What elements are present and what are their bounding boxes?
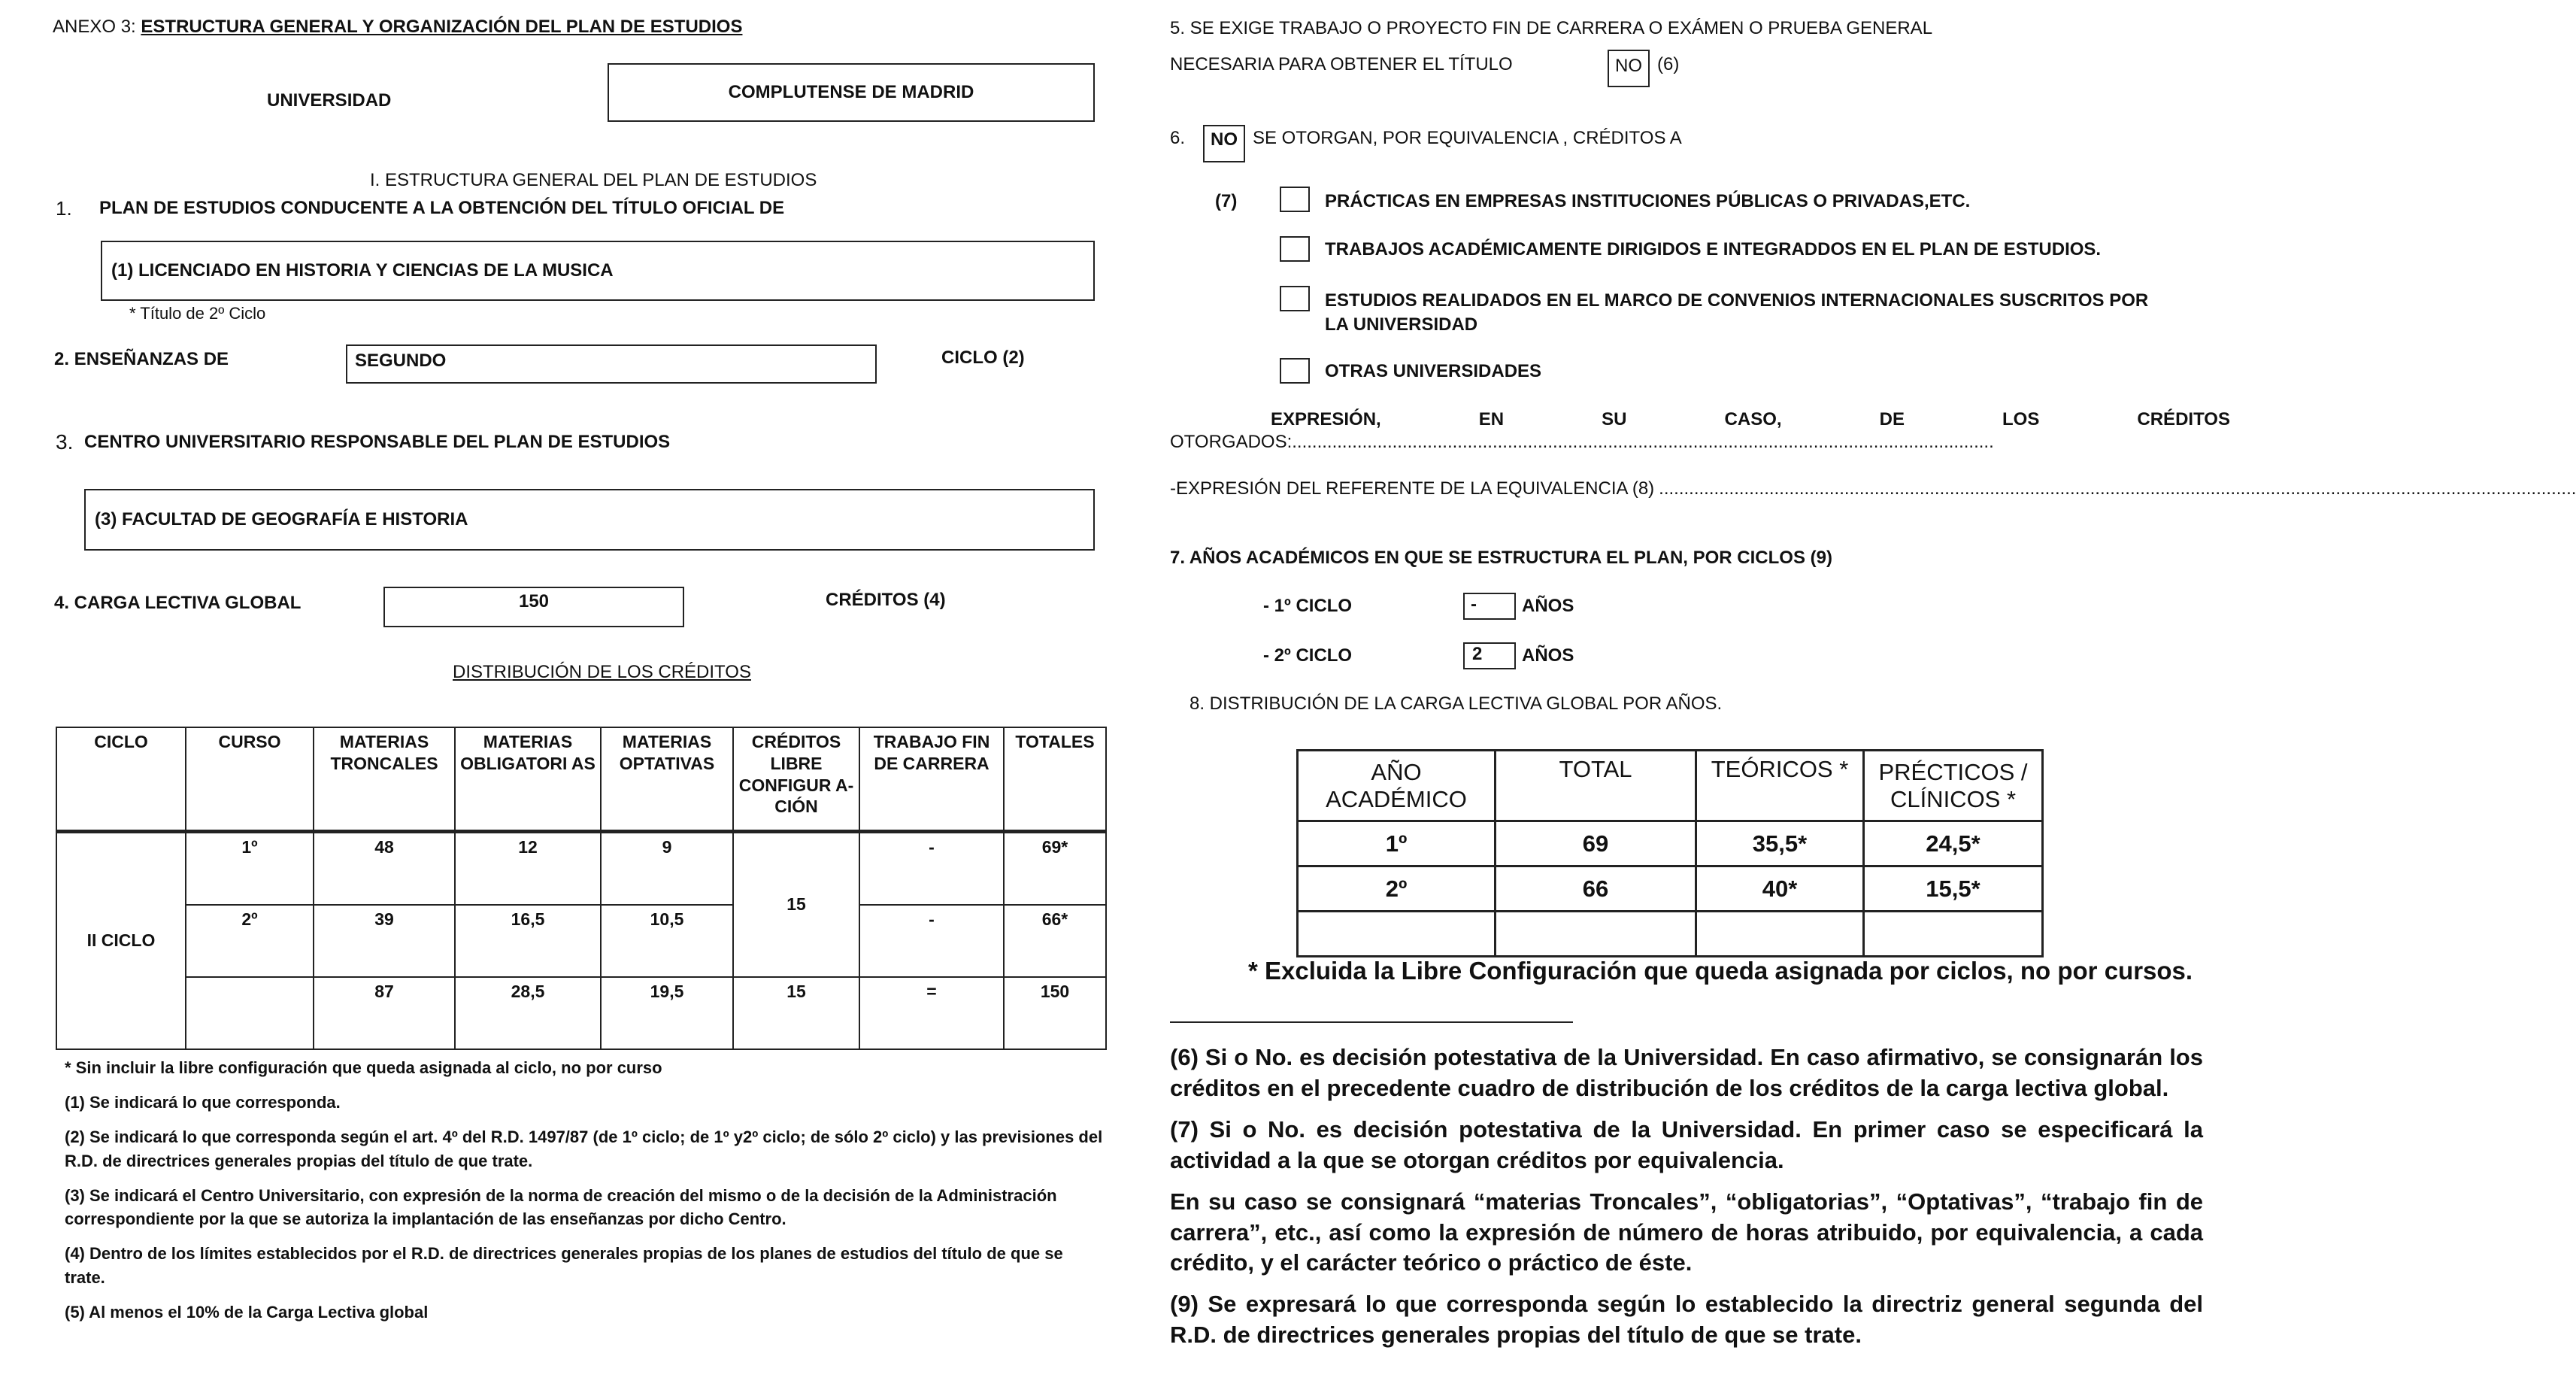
degree-field[interactable] [101, 241, 1095, 301]
table-row [1298, 821, 2043, 866]
cell-practicos [1864, 912, 2043, 957]
header-ano: AÑO ACADÉMICO [1298, 751, 1496, 821]
item8-text: 8. DISTRIBUCIÓN DE LA CARGA LECTIVA GLOBAL POR AÑOS. [1190, 693, 1723, 714]
ciclo1-anos: AÑOS [1522, 596, 1574, 616]
header-practicos: PRÉCTICOS / CLÍNICOS * [1864, 751, 2043, 821]
item1-text: PLAN DE ESTUDIOS CONDUCENTE A LA OBTENCIÓN DEL TÍTULO OFICIAL DE [99, 198, 785, 218]
ciclo1-field[interactable]: - [1463, 593, 1516, 620]
cell-optativas: 19,5 [601, 977, 733, 1049]
cell-trabajo: - [859, 831, 1004, 905]
table-row [1298, 912, 2043, 957]
load-value: 150 [518, 591, 550, 611]
cell-curso: 1º [186, 831, 314, 905]
item5-line1: 5. SE EXIGE TRABAJO O PROYECTO FIN DE CARRERA O EXÁMEN O PRUEBA GENERAL [1170, 18, 1933, 38]
cycle-field[interactable] [346, 344, 877, 384]
dotted-line: ....................................................................................................................................................................................... [1659, 478, 2576, 499]
footnote: (2) Se indicará lo que corresponda según el art. 4º del R.D. 1497/87 (de 1º ciclo; de 1º y2º ciclo; de sólo 2º ciclo) y las previsiones del R.D. de directrices generales propias del título de que trate. [65, 1127, 1103, 1170]
cell-optativas: 10,5 [601, 905, 733, 977]
option-checkbox-trabajos[interactable] [1280, 236, 1310, 262]
cell-teoricos: 35,5* [1696, 821, 1864, 866]
header-curso: CURSO [186, 727, 314, 831]
table-row [1298, 866, 2043, 912]
footnote: (4) Dentro de los límites establecidos por el R.D. de directrices generales propias de los planes de estudios del título de que se trate. [65, 1244, 1063, 1288]
option-trabajos: TRABAJOS ACADÉMICAMENTE DIRIGIDOS E INTEGRADDOS EN EL PLAN DE ESTUDIOS. [1325, 239, 2102, 259]
item4-label: 4. CARGA LECTIVA GLOBAL [54, 593, 302, 613]
header-ciclo: CICLO [56, 727, 186, 831]
footnotes-left [65, 1056, 1107, 1325]
option-convenios: ESTUDIOS REALIDADOS EN EL MARCO DE CONVENIOS INTERNACIONALES SUSCRITOS POR LA UNIVERSIDAD [1325, 290, 2149, 335]
note: (7) Si o No. es decisión potestativa de la Universidad. En primer caso se especificará la actividad a la que se otorgan créditos por equivalencia. [1170, 1115, 2203, 1173]
header-total: TOTAL [1496, 751, 1696, 821]
option-otras: OTRAS UNIVERSIDADES [1325, 361, 1542, 381]
header-teoricos: TEÓRICOS * [1696, 751, 1864, 821]
cell-practicos: 24,5* [1864, 821, 2043, 866]
cell-troncales: 87 [314, 977, 455, 1049]
note: En su caso se consignará “materias Troncales”, “obligatorias”, “Optativas”, “trabajo fin de carrera”, etc., así como la expresión de número de horas atribuido, por equivalencia, a cada crédito, y el carácter teórico o práctico de éste. [1170, 1188, 2203, 1276]
cell-curso: 2º [186, 905, 314, 977]
equivalence-reference[interactable]: -EXPRESIÓN DEL REFERENTE DE LA EQUIVALENCIA (8) ....................................................................................................................................................................................... [1170, 478, 2576, 499]
expression-granted[interactable]: OTORGADOS: ............................................................................................................................................ [1170, 432, 1994, 452]
footnote: * Sin incluir la libre configuración que queda asignada al ciclo, no por curso [65, 1058, 662, 1077]
university-label: UNIVERSIDAD [267, 90, 392, 111]
table-row [56, 977, 1106, 1049]
cycle-value: SEGUNDO [355, 351, 447, 371]
university-field[interactable] [608, 63, 1095, 122]
item1-number: 1. [56, 197, 72, 220]
cell-teoricos: 40* [1696, 866, 1864, 912]
table-row [56, 831, 1106, 905]
notes-right [1170, 1042, 2203, 1351]
load-field[interactable] [383, 587, 684, 627]
note: (9) Se expresará lo que corresponda según lo establecido la directriz general segunda del R.D. de directrices generales propias del título de que se trate. [1170, 1291, 2203, 1349]
option-checkbox-practicas[interactable] [1280, 187, 1310, 212]
header-optativas: MATERIAS OPTATIVAS [601, 727, 733, 831]
years-note: * Excluida la Libre Configuración que queda asignada por ciclos, no por cursos. [1248, 957, 2193, 985]
header-trabajo: TRABAJO FIN DE CARRERA [859, 727, 1004, 831]
ciclo2-field[interactable]: 2 [1463, 642, 1516, 669]
center-value: (3) FACULTAD DE GEOGRAFÍA E HISTORIA [95, 509, 468, 530]
item6-checkbox[interactable] [1203, 125, 1245, 162]
cell-trabajo: = [859, 977, 1004, 1049]
cell-total: 69 [1496, 821, 1696, 866]
item4-suffix: CRÉDITOS (4) [826, 590, 946, 610]
ciclo1-label: - 1º CICLO [1263, 596, 1353, 616]
item2-label: 2. ENSEÑANZAS DE [54, 349, 229, 369]
footnote: (1) Se indicará lo que corresponda. [65, 1092, 341, 1112]
cell-ano: 2º [1298, 866, 1496, 912]
cell-obligatorias: 12 [455, 831, 601, 905]
distribution-title: DISTRIBUCIÓN DE LOS CRÉDITOS [453, 662, 751, 682]
cell-troncales: 39 [314, 905, 455, 977]
cell-ciclo: II CICLO [56, 831, 186, 1049]
cell-total: 66 [1496, 866, 1696, 912]
cell-curso [186, 977, 314, 1049]
cell-troncales: 48 [314, 831, 455, 905]
years-header-row [1298, 751, 2043, 821]
item6-number: 6. [1170, 128, 1186, 148]
center-field[interactable] [84, 489, 1095, 551]
cell-optativas: 9 [601, 831, 733, 905]
item5-checkbox[interactable] [1608, 50, 1650, 87]
table-row [56, 905, 1106, 977]
distribution-table [56, 727, 1107, 1050]
cell-totales: 150 [1004, 977, 1106, 1049]
option-practicas: PRÁCTICAS EN EMPRESAS INSTITUCIONES PÚBLICAS O PRIVADAS,ETC. [1325, 191, 1971, 211]
cell-libre: 15 [733, 977, 859, 1049]
cell-total [1496, 912, 1696, 957]
footnote: (5) Al menos el 10% de la Carga Lectiva global [65, 1303, 429, 1322]
degree-value: (1) LICENCIADO EN HISTORIA Y CIENCIAS DE LA MUSICA [111, 260, 614, 281]
option-checkbox-otras[interactable] [1280, 358, 1310, 384]
cell-totales: 69* [1004, 831, 1106, 905]
degree-note: * Título de 2º Ciclo [129, 304, 266, 323]
note: (6) Si o No. es decisión potestativa de la Universidad. En caso afirmativo, se consignarán los créditos en el precedente cuadro de distribución de los créditos de la carga lectiva global. [1170, 1044, 2203, 1101]
university-value: COMPLUTENSE DE MADRID [728, 82, 974, 102]
annex-title: ESTRUCTURA GENERAL Y ORGANIZACIÓN DEL PLAN DE ESTUDIOS [141, 17, 743, 37]
header-totales: TOTALES [1004, 727, 1106, 831]
ciclo2-label: - 2º CICLO [1263, 645, 1353, 666]
cell-ano [1298, 912, 1496, 957]
header-troncales: MATERIAS TRONCALES [314, 727, 455, 831]
header-libre: CRÉDITOS LIBRE CONFIGUR A-CIÓN [733, 727, 859, 831]
cell-obligatorias: 16,5 [455, 905, 601, 977]
section-heading: I. ESTRUCTURA GENERAL DEL PLAN DE ESTUDIOS [370, 170, 817, 190]
item5-line2: NECESARIA PARA OBTENER EL TÍTULO [1170, 54, 1513, 74]
cell-libre: 15 [733, 831, 859, 977]
footnote: (3) Se indicará el Centro Universitario, con expresión de la norma de creación del mismo o de la decisión de la Administración correspondiente por la que se autoriza la implantación de las enseñanzas por dicho Centro. [65, 1185, 1057, 1229]
cell-obligatorias: 28,5 [455, 977, 601, 1049]
cell-totales: 66* [1004, 905, 1106, 977]
ciclo2-anos: AÑOS [1522, 645, 1574, 666]
item5-ref: (6) [1657, 54, 1680, 74]
item2-suffix: CICLO (2) [941, 347, 1025, 368]
option-checkbox-convenios[interactable] [1280, 286, 1310, 311]
item6-ref: (7) [1215, 191, 1238, 211]
notes-divider [1170, 1021, 1573, 1023]
item6-text: SE OTORGAN, POR EQUIVALENCIA , CRÉDITOS A [1253, 128, 1682, 148]
years-table [1296, 749, 2044, 957]
cell-trabajo: - [859, 905, 1004, 977]
item3-number: 3. [56, 430, 74, 454]
header-obligatorias: MATERIAS OBLIGATORI AS [455, 727, 601, 831]
cell-teoricos [1696, 912, 1864, 957]
item6-value: NO [1211, 129, 1238, 150]
cell-practicos: 15,5* [1864, 866, 2043, 912]
cell-ano: 1º [1298, 821, 1496, 866]
expression-line: EXPRESIÓN, EN SU CASO, DE LOS CRÉDITOS [1271, 409, 2230, 429]
annex-heading: ANEXO 3: ESTRUCTURA GENERAL Y ORGANIZACIÓN DEL PLAN DE ESTUDIOS [53, 17, 743, 37]
distribution-header-row [56, 727, 1106, 831]
dotted-line: ............................................................................................................................................ [1292, 432, 1994, 452]
item5-value: NO [1615, 56, 1642, 76]
item7-text: 7. AÑOS ACADÉMICOS EN QUE SE ESTRUCTURA EL PLAN, POR CICLOS (9) [1170, 548, 1832, 568]
item3-text: CENTRO UNIVERSITARIO RESPONSABLE DEL PLAN DE ESTUDIOS [84, 432, 671, 452]
